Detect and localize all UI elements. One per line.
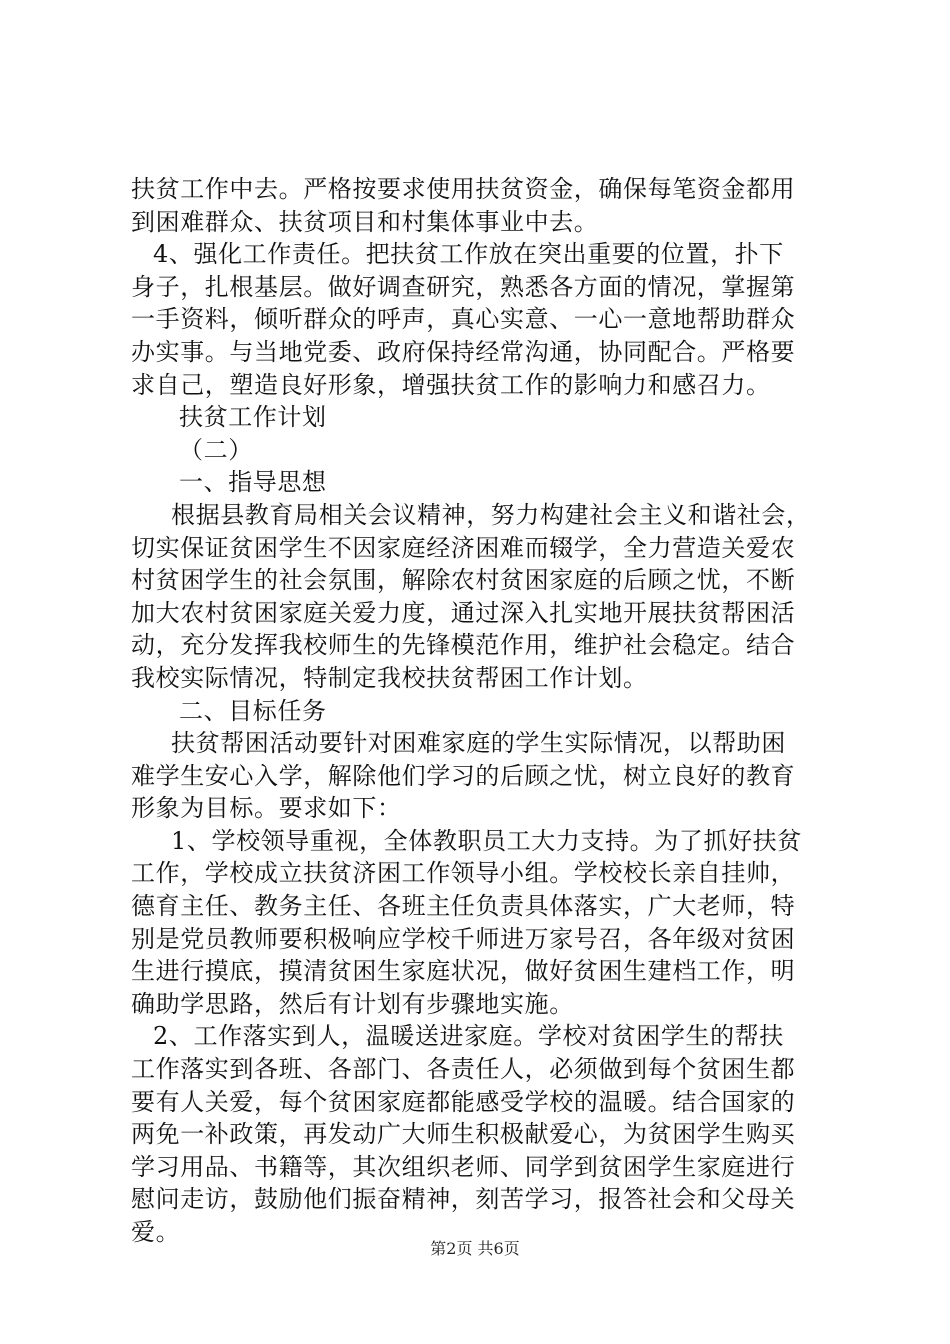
text-line: （二） [179, 435, 253, 464]
text-line: 根据县教育局相关会议精神，努力构建社会主义和谐社会， [171, 500, 811, 529]
text-line: 加大农村贫困家庭关爱力度，通过深入扎实地开展扶贫帮困活 [131, 598, 796, 627]
text-line: 2、工作落实到人，温暖送进家庭。学校对贫困学生的帮扶 [153, 1022, 784, 1051]
text-line: 扶贫工作中去。严格按要求使用扶贫资金，确保每笔资金都用 [131, 175, 796, 203]
text-line: 工作，学校成立扶贫济困工作领导小组。学校校长亲自挂帅， [131, 859, 796, 888]
text-line: 求自己，塑造良好形象，增强扶贫工作的影响力和感召力。 [131, 370, 771, 399]
text-line: 扶贫工作计划 [179, 403, 327, 432]
text-line: 生进行摸底，摸清贫困生家庭状况，做好贫困生建档工作，明 [131, 957, 796, 986]
text-line: 两免一补政策，再发动广大师生积极献爱心，为贫困学生购买 [131, 1120, 796, 1149]
text-line: 形象为目标。要求如下： [131, 794, 402, 823]
text-line: 德育主任、教务主任、各班主任负责具体落实，广大老师，特 [131, 892, 796, 921]
text-line: 我校实际情况，特制定我校扶贫帮困工作计划。 [131, 663, 648, 692]
document-body [131, 173, 831, 1249]
text-line: 到困难群众、扶贫项目和村集体事业中去。 [131, 207, 599, 236]
text-line: 切实保证贫困学生不因家庭经济困难而辍学，全力营造关爱农 [131, 533, 796, 562]
text-line: 二、目标任务 [179, 696, 327, 725]
text-line: 慰问走访，鼓励他们振奋精神，刻苦学习，报答社会和父母关 [131, 1185, 796, 1214]
text-line: 办实事。与当地党委、政府保持经常沟通，协同配合。严格要 [131, 337, 796, 366]
text-line: 扶贫帮困活动要针对困难家庭的学生实际情况，以帮助困 [171, 729, 786, 758]
page-footer: 第2页 共6页 [430, 1239, 520, 1258]
text-line: 确助学思路，然后有计划有步骤地实施。 [131, 989, 574, 1018]
text-line: 学习用品、书籍等，其次组织老师、同学到贫困学生家庭进行 [131, 1152, 796, 1181]
text-line: 一手资料，倾听群众的呼声，真心实意、一心一意地帮助群众 [131, 305, 796, 334]
text-line: 4、强化工作责任。把扶贫工作放在突出重要的位置，扑下 [153, 240, 784, 269]
text-line: 爱。 [131, 1218, 181, 1246]
text-line: 别是党员教师要积极响应学校千师进万家号召，各年级对贫困 [131, 924, 796, 953]
text-line: 动，充分发挥我校师生的先锋模范作用，维护社会稳定。结合 [131, 631, 796, 660]
text-line: 工作落实到各班、各部门、各责任人，必须做到每个贫困生都 [131, 1055, 796, 1084]
text-line: 一、指导思想 [179, 468, 327, 497]
text-line: 1、学校领导重视，全体教职员工大力支持。为了抓好扶贫 [171, 826, 802, 855]
text-line: 身子，扎根基层。做好调查研究，熟悉各方面的情况，掌握第 [131, 272, 796, 301]
text-line: 要有人关爱，每个贫困家庭都能感受学校的温暖。结合国家的 [131, 1087, 796, 1116]
text-line: 村贫困学生的社会氛围，解除农村贫困家庭的后顾之忧，不断 [131, 566, 796, 595]
text-line: 难学生安心入学，解除他们学习的后顾之忧，树立良好的教育 [131, 761, 796, 790]
